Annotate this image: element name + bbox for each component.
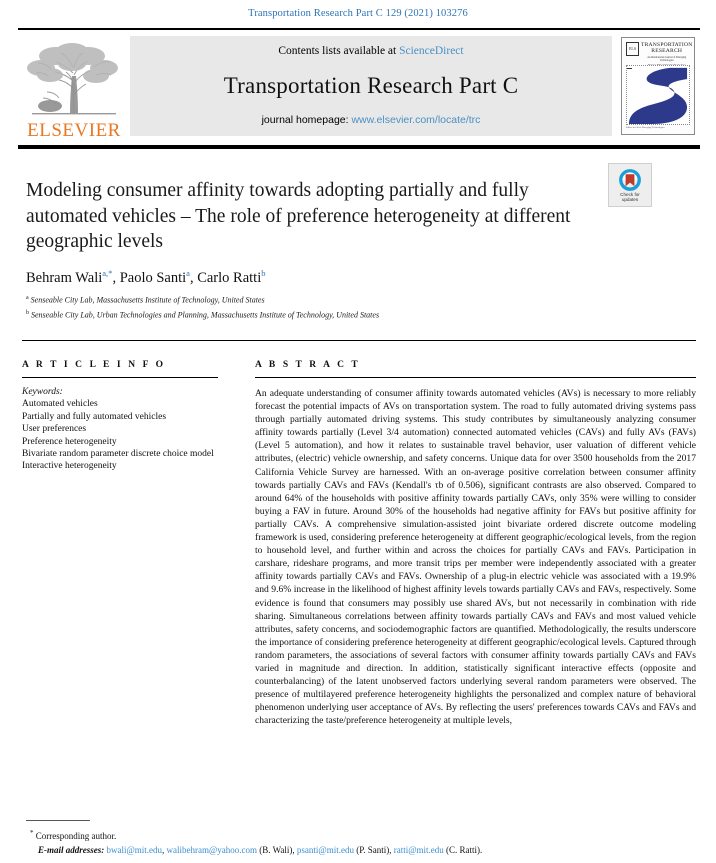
journal-homepage-line <box>262 114 481 126</box>
elsevier-tree-icon <box>26 42 122 120</box>
affiliation-b <box>26 307 646 322</box>
affiliation-a-marker: a <box>26 295 29 301</box>
affiliations <box>26 292 646 322</box>
author-1-affil-marker: a,* <box>102 268 113 278</box>
keyword-item: User preferences <box>22 424 87 435</box>
author-3-affil-marker: b <box>261 268 266 278</box>
keywords-block <box>22 386 218 473</box>
author-list <box>26 268 626 287</box>
journal-masthead <box>18 28 700 142</box>
keyword-item: Preference heterogeneity <box>22 436 117 447</box>
keyword-item: Partially and fully automated vehicles <box>22 411 167 422</box>
cover-rule <box>626 68 632 69</box>
corresponding-author-text: Corresponding author. <box>35 831 117 841</box>
cover-footer: Editor-in-Chief: Emerging Technologies <box>626 126 665 129</box>
abstract-column <box>255 360 696 727</box>
footnote-block <box>26 827 686 857</box>
keyword-item: Automated vehicles <box>22 399 98 410</box>
keyword-item: Bivariate random parameter discrete choice model <box>22 449 214 460</box>
journal-cover <box>621 37 695 135</box>
elsevier-logo <box>18 30 130 142</box>
abstract-text: An adequate understanding of consumer affinity towards automated vehicles (AVs) is necessary to more reliably forecast the potential impacts of AVs on transportation system. The road to fully automated driving systems pass through partially automated driving systems. This study contributes by simultaneously analyzing consumer affinity towards partially (Level 3/4 automation) connected automated vehicles (CAVs) and fully AVs (FAVs) (Level 5 automation), and how it relates to sustainable travel behavior, user valuation of different vehicle attributes, (electric) vehicle ownership, and safety concerns. Unique data for over 3500 households from the 2017 California Vehicle Survey are harnessed. With an on-average positive correlation between consumer affinity towards partially CAVs and FAVs (Kendall's τb of 0.506), significant contrasts are also observed. Compared to around 64% of the households with positive affinity towards partially CAVs, only 35% were willing to consider buying a FAV in future. Around 30% of the households had negative affinity for FAVs but positive affinity for partially CAVs. A comprehensive simulation-assisted joint bivariate ordered discrete outcome modeling framework is used, considering preference heterogeneity at different geographic/ecological levels, from the region to household level, and further within and across the choices for partially CAVs and FAVs. Participation in carshare, rideshare programs, and more transit trips per member were independently associated with a greater affinity towards partially CAVs and FAVs. Ownership of a plug-in electric vehicle was associated with a 19.9% and 9.6% increase in the likelihood of highest affinity levels towards partially CAVs and FAVs, respectively. Some evidence is found that consumers may possibly use shared AVs, but not necessarily in combination with ride sharing. Simultaneous correlations between affinity towards partially CAVs and FAVs and most valued vehicle attributes, safety concerns, and sociodemographic factors are quantified. Methodologically, the results underscore the importance of considering preference heterogeneity at different geographic/ecological levels. Captured through random parameters, the associations of several factors with consumer affinity towards partially CAVs and FAVs varied in magnitude and direction. In addition, statistically significant interactive effects (opposite and counterbalancing) of the latent unobserved factors underlying several random parameters were observed. The presence of multilayered preference heterogeneity highlights the personalized and complex nature of behavioral phenomenon underlying user acceptance of AVs. By reflecting the users' preferences towards CAVs and FAVs and characterizing the taste/preference heterogeneity at multiple levels, <box>255 388 696 727</box>
email-link-bwali[interactable]: bwali@mit.edu <box>106 844 163 855</box>
journal-cover-thumbnail[interactable] <box>612 30 700 142</box>
affiliation-a-text: Senseable City Lab, Massachusetts Institute of Technology, United States <box>30 295 265 305</box>
article-info-column <box>22 360 218 473</box>
crossmark-check-for-updates-badge[interactable] <box>608 163 652 207</box>
author-sep-2: , <box>189 269 198 286</box>
crossmark-label-line1: Check for <box>620 191 640 197</box>
email-link-ratti[interactable]: ratti@mit.edu <box>393 844 444 855</box>
corresponding-author-marker: * <box>30 829 34 837</box>
affiliation-b-text: Senseable City Lab, Urban Technologies and Planning, Massachusetts Institute of Technology, United States <box>31 310 380 320</box>
masthead-bottom-rule <box>18 145 700 149</box>
homepage-link[interactable]: www.elsevier.com/locate/trc <box>351 114 481 126</box>
keywords-label: Keywords: <box>22 387 63 397</box>
abstract-rule <box>255 377 696 378</box>
email-addresses-note: E-mail addresses: bwali@mit.edu, walibehram@yahoo.com (B. Wali), psanti@mit.edu (P. Santi), ratti@mit.edu (C. Ratti). <box>38 844 483 855</box>
affiliation-a <box>26 292 646 307</box>
corresponding-author-note <box>26 827 686 844</box>
article-info-heading: A R T I C L E I N F O <box>22 360 166 370</box>
elsevier-wordmark: ELSEVIER <box>27 120 121 141</box>
crossmark-label <box>620 192 640 203</box>
crossmark-icon <box>619 169 641 191</box>
author-2: Paolo Santi$^a$ <box>119 268 190 286</box>
author-sep-1: , <box>112 269 120 286</box>
cover-title-block <box>641 42 692 67</box>
cover-road-figure <box>626 65 690 125</box>
cover-title-line1: TRANSPORTATION <box>641 42 693 48</box>
abstract-heading: A B S T R A C T <box>255 360 361 370</box>
footnote-rule <box>26 820 90 821</box>
publisher-seal-icon: ELS <box>626 42 639 56</box>
keyword-item: Interactive heterogeneity <box>22 461 117 472</box>
author-2-affil-marker: a <box>186 268 190 278</box>
sciencedirect-link[interactable]: ScienceDirect <box>399 45 464 57</box>
homepage-prefix: journal homepage: <box>261 114 349 126</box>
cover-title-line2: RESEARCH <box>651 48 683 55</box>
email-link-walibehram[interactable]: walibehram@yahoo.com <box>166 844 258 855</box>
contents-prefix: Contents lists available at <box>278 45 397 57</box>
cover-header <box>626 42 693 63</box>
section-divider-rule <box>22 340 696 341</box>
affiliation-b-marker: b <box>26 310 29 317</box>
winding-road-icon <box>627 66 689 124</box>
author-1: Behram Wali$^{a,*}$ <box>26 268 113 286</box>
cover-subtitle: An International Journal of Emerging Technologies <box>647 55 687 63</box>
crossmark-label-line2: updates <box>621 197 639 202</box>
journal-title: Transportation Research Part C <box>223 72 519 98</box>
email-link-psanti[interactable]: psanti@mit.edu <box>296 844 354 855</box>
masthead-center-panel <box>130 36 612 136</box>
page-title: Modeling consumer affinity towards adopting partially and fully automated vehicles – The role of preference heterogeneity at different geographic levels <box>26 180 571 252</box>
email-addresses-label: E-mail addresses: <box>38 844 105 855</box>
running-head: Transportation Research Part C 129 (2021) 103276 <box>248 8 468 19</box>
article-info-rule <box>22 377 218 378</box>
contents-available-line <box>278 45 463 57</box>
author-3: Carlo Ratti$^b$ <box>197 268 266 286</box>
title-area <box>26 178 586 255</box>
